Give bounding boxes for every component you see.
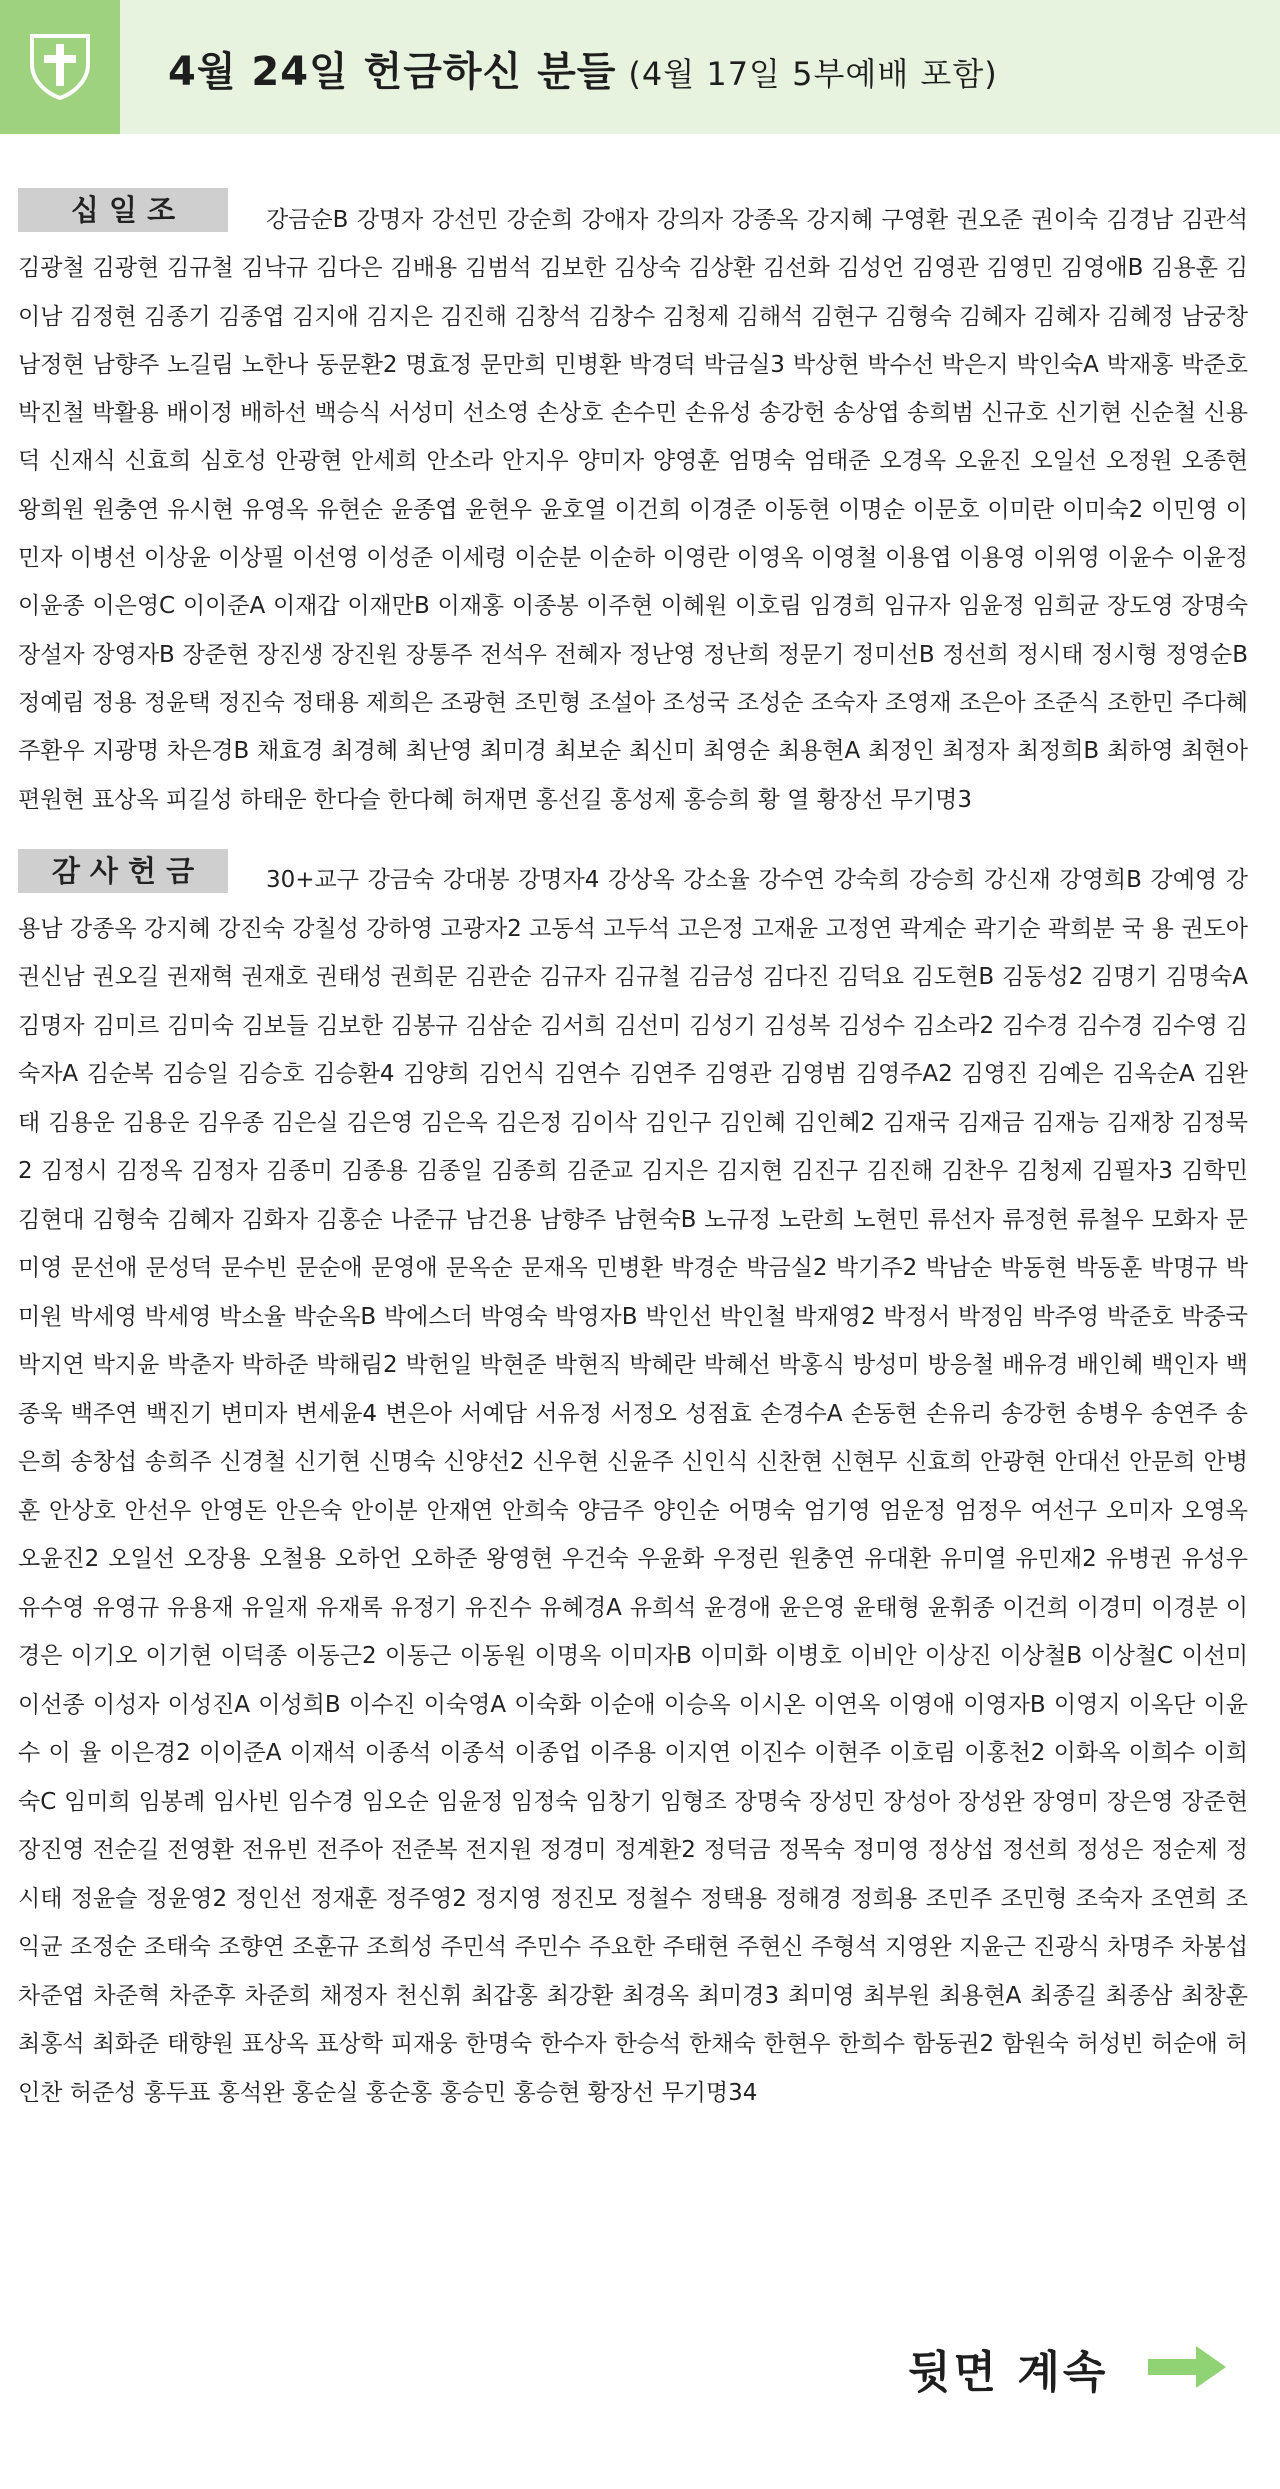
header-band — [0, 0, 1280, 134]
cross-shield-icon — [0, 0, 120, 134]
tithe-name-list — [18, 196, 1248, 824]
thanks-offering-name-list — [18, 856, 1248, 2117]
thanks-offering-section-label: 감 사 헌 금 — [18, 849, 228, 893]
tithe-section-label: 십 일 조 — [18, 188, 228, 232]
page-title — [168, 40, 998, 97]
tithe-names-text: 강금순B 강명자 강선민 강순희 강애자 강의자 강종옥 강지혜 구영환 권오준 권이숙 김경남 김관석 김광철 김광현 김규철 김낙규 김다은 김배용 김범석 김보한 김상숙 김상환 김선화 김성언 김영관 김영민 김영애B 김용훈 김이남 김정현 김종기 김종엽 김지애 김지은 김진해 김창석 김창수 김청제 김해석 김현구 김형숙 김혜자 김혜자 김혜정 남궁창 남정현 남향주 노길림 노한나 동문환2 명효정 문만희 민병환 박경덕 박금실3 박상현 박수선 박은지 박인숙A 박재홍 박준호 박진철 박활용 배이정 배하선 백승식 서성미 선소영 손상호 손수민 손유성 송강헌 송상엽 송희범 신규호 신기현 신순철 신용덕 신재식 신효희 심호성 안광현 안세희 안소라 안지우 양미자 양영훈 엄명숙 엄태준 오경옥 오윤진 오일선 오정원 오종현 왕희원 원충연 유시현 유영옥 유현순 윤종엽 윤현우 윤호열 이건희 이경준 이동현 이명순 이문호 이미란 이미숙2 이민영 이민자 이병선 이상윤 이상필 이선영 이성준 이세령 이순분 이순하 이영란 이영옥 이영철 이용엽 이용영 이위영 이윤수 이윤정 이윤종 이은영C 이이준A 이재갑 이재만B 이재홍 이종봉 이주현 이혜원 이호림 임경희 임규자 임윤정 임희균 장도영 장명숙 장설자 장영자B 장준현 장진생 장진원 장통주 전석우 전혜자 정난영 정난희 정문기 정미선B 정선희 정시태 정시형 정영순B 정예림 정용 정윤택 정진숙 정태용 제희은 조광현 조민형 조설아 조성국 조성순 조숙자 조영재 조은아 조준식 조한민 주다혜 주환우 지광명 차은경B 채효경 최경혜 최난영 최미경 최보순 최신미 최영순 최용현A 최정인 최정자 최정희B 최하영 최현아 편원현 표상옥 피길성 하태운 한다슬 한다혜 허재면 홍선길 홍성제 홍승희 황 열 황장선 무기명3 — [18, 207, 1248, 813]
thanks-offering-names-text: 30+교구 강금숙 강대봉 강명자4 강상옥 강소율 강수연 강숙희 강승희 강신재 강영희B 강예영 강용남 강종옥 강지혜 강진숙 강칠성 강하영 고광자2 고동석 고두석 고은정 고재윤 고정연 곽계순 곽기순 곽희분 국 용 권도아 권신남 권오길 권재혁 권재호 권태성 권희문 김관순 김규자 김규철 김금성 김다진 김덕요 김도현B 김동성2 김명기 김명숙A 김명자 김미르 김미숙 김보들 김보한 김봉규 김삼순 김서희 김선미 김성기 김성복 김성수 김소라2 김수경 김수경 김수영 김숙자A 김순복 김승일 김승호 김승환4 김양희 김언식 김연수 김연주 김영관 김영범 김영주A2 김영진 김예은 김옥순A 김완태 김용운 김용운 김우종 김은실 김은영 김은옥 김은정 김이삭 김인구 김인혜 김인혜2 김재국 김재금 김재능 김재창 김정묵2 김정시 김정옥 김정자 김종미 김종용 김종일 김종희 김준교 김지은 김지현 김진구 김진해 김찬우 김청제 김필자3 김학민 김현대 김형숙 김혜자 김화자 김홍순 나준규 남건용 남향주 남현숙B 노규정 노란희 노현민 류선자 류정현 류철우 모화자 문미영 문선애 문성덕 문수빈 문순애 문영애 문옥순 문재옥 민병환 박경순 박금실2 박기주2 박남순 박동현 박동훈 박명규 박미원 박세영 박세영 박소율 박순옥B 박에스더 박영숙 박영자B 박인선 박인철 박재영2 박정서 박정임 박주영 박준호 박중국 박지연 박지윤 박춘자 박하준 박해림2 박헌일 박현준 박현직 박혜란 박혜선 박홍식 방성미 방응철 배유경 배인혜 백인자 백종욱 백주연 백진기 변미자 변세윤4 변은아 서예담 서유정 서정오 성점효 손경수A 손동현 손유리 송강헌 송병우 송연주 송은희 송창섭 송희주 신경철 신기현 신명숙 신양선2 신우현 신윤주 신인식 신찬현 신현무 신효희 안광현 안대선 안문희 안병훈 안상호 안선우 안영돈 안은숙 안이분 안재연 안희숙 양금주 양인순 어명숙 엄기영 엄운정 엄정우 여선구 오미자 오영옥 오윤진2 오일선 오장용 오철용 오하언 오하준 왕영현 우건숙 우윤화 우정린 원충연 유대환 유미열 유민재2 유병권 유성우 유수영 유영규 유용재 유일재 유재록 유정기 유진수 유혜경A 유희석 윤경애 윤은영 윤태형 윤휘종 이건희 이경미 이경분 이경은 이기오 이기현 이덕종 이동근2 이동근 이동원 이명옥 이미자B 이미화 이병호 이비안 이상진 이상철B 이상철C 이선미 이선종 이성자 이성진A 이성희B 이수진 이숙영A 이숙화 이순애 이승옥 이시온 이연옥 이영애 이영자B 이영지 이옥단 이윤수 이 율 이은경2 이이준A 이재석 이종석 이종석 이종업 이주용 이지연 이진수 이현주 이호림 이홍천2 이화옥 이희수 이희숙C 임미희 임봉례 임사빈 임수경 임오순 임윤정 임정숙 임창기 임형조 장명숙 장성민 장성아 장성완 장영미 장은영 장준현 장진영 전순길 전영환 전유빈 전주아 전준복 전지원 정경미 정계환2 정덕금 정목숙 정미영 정상섭 정선희 정성은 정순제 정시태 정윤슬 정윤영2 정인선 정재훈 정주영2 정지영 정진모 정철수 정택용 정해경 정희용 조민주 조민형 조숙자 조연희 조익균 조정순 조태숙 조향연 조훈규 조희성 주민석 주민수 주요한 주태현 주현신 주형석 지영완 지윤근 진광식 차명주 차봉섭 차준엽 차준혁 차준후 차준희 채정자 천신휘 최갑홍 최강환 최경옥 최미경3 최미영 최부원 최용현A 최종길 최종삼 최창훈 최홍석 최화준 태향원 표상옥 표상학 피재웅 한명숙 한수자 한승석 한채숙 한현우 한희수 함동권2 함원숙 허성빈 허순애 허인찬 허준성 홍두표 홍석완 홍순실 홍순홍 홍승민 홍승현 황장선 무기명34 — [18, 867, 1248, 2106]
right-arrow-icon — [1148, 2344, 1228, 2394]
continue-on-back-label: 뒷면 계속 — [908, 2347, 1109, 2398]
title-subtitle: (4월 17일 5부예배 포함) — [628, 55, 998, 93]
title-main: 4월 24일 헌금하신 분들 — [168, 49, 617, 95]
